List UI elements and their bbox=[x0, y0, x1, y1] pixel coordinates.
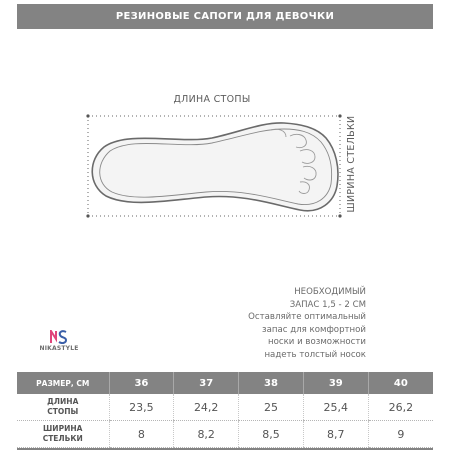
size-header-cell: 37 bbox=[174, 372, 239, 394]
size-table-header-row bbox=[17, 372, 433, 394]
size-header-label: РАЗМЕР, СМ bbox=[17, 372, 109, 394]
note-line: Оставляйте оптимальный bbox=[248, 312, 366, 322]
table-cell: 25 bbox=[239, 394, 304, 421]
note-line: НЕОБХОДИМЫЙ bbox=[294, 287, 366, 297]
size-note bbox=[248, 286, 366, 361]
note-line: запас для комфортной bbox=[262, 324, 366, 335]
brand-logo bbox=[33, 330, 85, 352]
row-label-insole-width bbox=[17, 421, 109, 448]
insole-outline bbox=[92, 123, 338, 211]
note-line: ЗАПАС 1,5 - 2 СМ bbox=[289, 299, 366, 310]
table-cell: 8 bbox=[109, 421, 174, 448]
size-header-cell: 36 bbox=[109, 372, 174, 394]
row-label-line: СТОПЫ bbox=[47, 407, 79, 416]
size-table bbox=[17, 372, 433, 448]
page-title: РЕЗИНОВЫЕ САПОГИ ДЛЯ ДЕВОЧКИ bbox=[115, 11, 335, 22]
row-label-line: ДЛИНА bbox=[47, 397, 79, 406]
foot-length-label: ДЛИНА СТОПЫ bbox=[173, 94, 251, 105]
table-cell: 23,5 bbox=[109, 394, 174, 421]
table-cell: 9 bbox=[368, 421, 433, 448]
table-row-foot-length bbox=[17, 394, 433, 421]
guide-dot bbox=[338, 214, 341, 217]
row-label-line: ШИРИНА bbox=[43, 424, 83, 433]
guide-dot bbox=[338, 114, 341, 117]
table-cell: 8,5 bbox=[239, 421, 304, 448]
brand-name: NIKASTYLE bbox=[39, 345, 79, 352]
note-line: надеть толстый носок bbox=[264, 349, 366, 360]
table-row-insole-width bbox=[17, 421, 433, 448]
insole-width-label: ШИРИНА СТЕЛЬКИ bbox=[346, 115, 357, 213]
row-label-line: СТЕЛЬКИ bbox=[42, 434, 83, 443]
size-header-cell: 38 bbox=[239, 372, 304, 394]
table-cell: 25,4 bbox=[303, 394, 368, 421]
size-header-cell: 40 bbox=[368, 372, 433, 394]
logo-mark-icon bbox=[50, 330, 68, 344]
note-line: носки и возможности bbox=[268, 337, 366, 347]
table-cell: 8,2 bbox=[174, 421, 239, 448]
table-cell: 8,7 bbox=[303, 421, 368, 448]
guide-dot bbox=[86, 114, 89, 117]
table-cell: 26,2 bbox=[368, 394, 433, 421]
row-label-foot-length bbox=[17, 394, 109, 421]
table-cell: 24,2 bbox=[174, 394, 239, 421]
size-header-cell: 39 bbox=[303, 372, 368, 394]
guide-dot bbox=[86, 214, 89, 217]
